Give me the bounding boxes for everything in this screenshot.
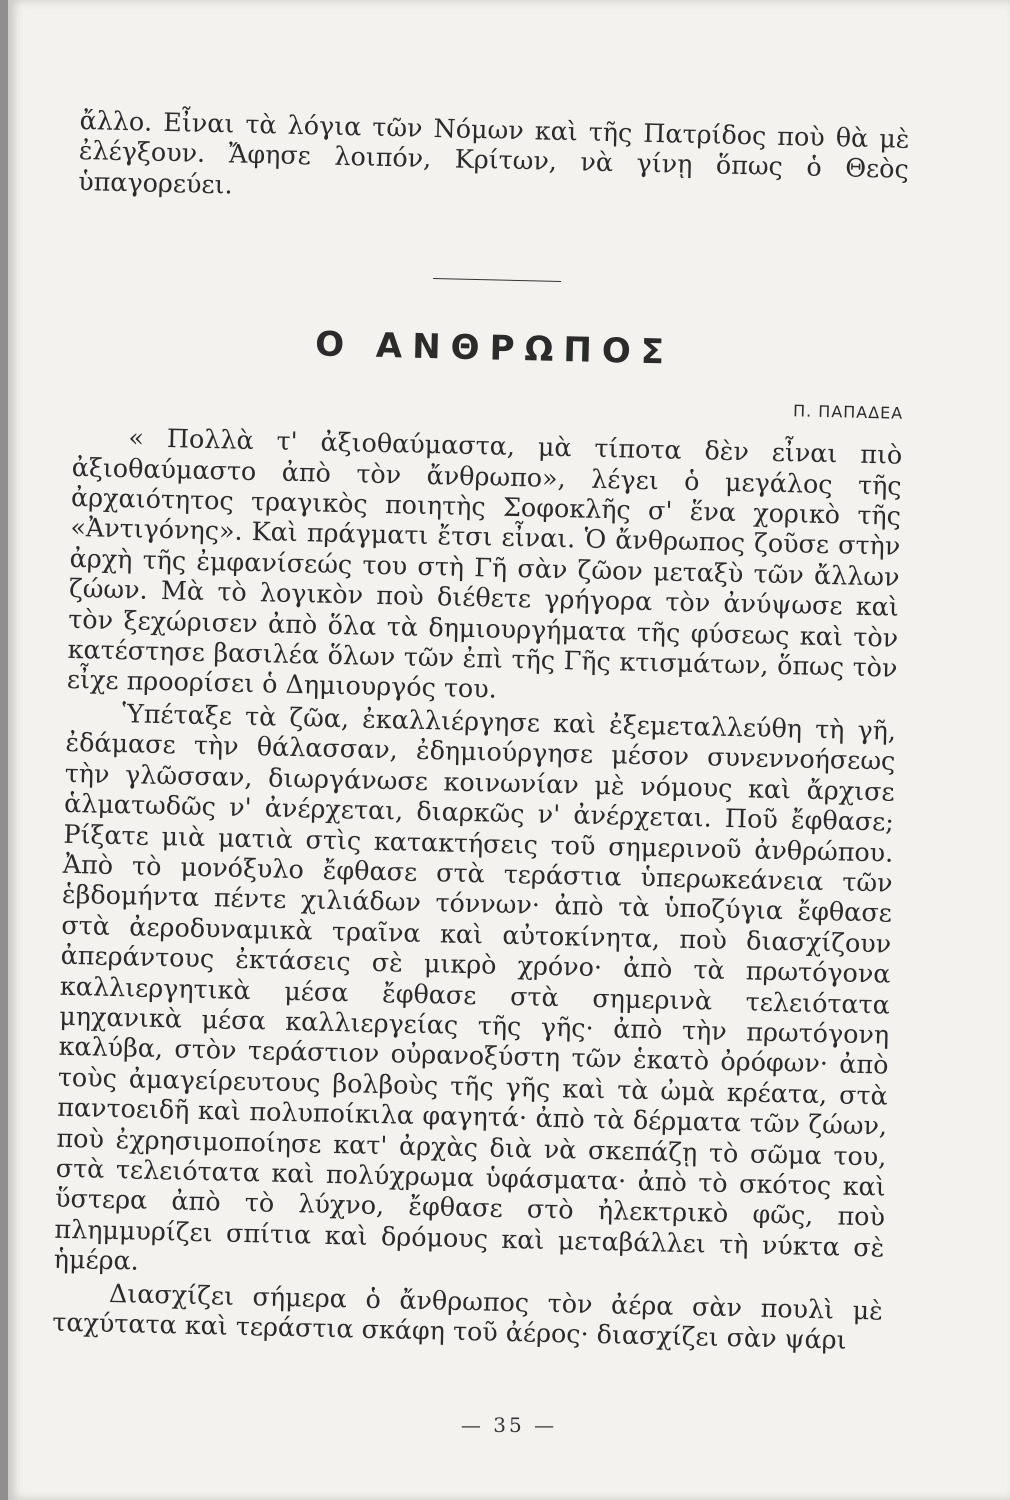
book-page bbox=[8, 0, 1010, 1500]
intro-paragraph: ἄλλο. Εἶναι τὰ λόγια τῶν Νόμων καὶ τῆς Πατρίδος ποὺ θὰ μὲ ἐλέγξουν. Ἄφησε λοιπόν, Κρίτων, νὰ γίνῃ ὅπως ὁ Θεὸς ὑπαγορεύει. bbox=[77, 105, 910, 200]
section-divider bbox=[433, 278, 561, 282]
body-paragraph-3: Διασχίζει σήμερα ὁ ἄνθρωπος τὸν ἀέρα σὰν πουλὶ μὲ ταχύτατα καὶ τεράστια σκάφη τοῦ ἀέρος· διασχίζει σὰν ψάρι bbox=[52, 1277, 884, 1355]
text-column bbox=[52, 105, 910, 1356]
page-number: — 35 — bbox=[460, 1413, 558, 1437]
article-title: Ο ΑΝΘΡΩΠΟΣ bbox=[314, 324, 675, 373]
body-paragraph-1: « Πολλὰ τ' ἀξιοθαύμαστα, μὰ τίποτα δὲν εἶναι πιὸ ἀξιοθαύμαστο ἀπὸ τὸν ἄνθρωπο», λέγει ὁ μεγάλος τῆς ἀρχαιότητος τραγικὸς ποιητὴς Σοφοκλῆς σ' ἕνα χορικὸ τῆς «Ἀντιγόνης». Καὶ πράγματι ἔτσι εἶναι. Ὁ ἄνθρωπος ζοῦσε στὴν ἀρχὴ τῆς ἐμφανίσεώς του στὴ Γῆ σὰν ζῶον μεταξὺ τῶν ἄλλων ζώων. Μὰ τὸ λογικὸν ποὺ διέθετε γρήγορα τὸν ἀνύψωσε καὶ τὸν ξεχώρισεν ἀπὸ ὅλα τὰ δημιουργήματα τῆς φύσεως καὶ τὸν κατέστησε βασιλέα ὅλων τῶν ἐπὶ τῆς Γῆς κτισμάτων, ὅπως τὸν εἶχε προορίσει ὁ Δημιουργός του. bbox=[66, 422, 903, 705]
body-paragraph-2: Ὑπέταξε τὰ ζῶα, ἐκαλλιέργησε καὶ ἐξεμεταλλεύθη τὴ γῆ, ἐδάμασε τὴν θάλασσαν, ἐδημιούργησε μέσον συνεννοήσεως τὴν γλῶσσαν, διωργάνωσε κοινωνίαν μὲ νόμους καὶ ἄρχισε ἁλματωδῶς ν' ἀνέρχεται, διαρκῶς ν' ἀνέρχεται. Ποῦ ἔφθασε; Ρίξατε μιὰ ματιὰ στὶς κατακτήσεις τοῦ σημερινοῦ ἀνθρώπου. Ἀπὸ τὸ μονόξυλο ἔφθασε στὰ τεράστια ὑπερωκεάνεια τῶν ἑβδομήντα πέντε χιλιάδων τόννων· ἀπὸ τὰ ὑποζύγια ἔφθασε στὰ ἀεροδυναμικὰ τραῖνα καὶ αὐτοκίνητα, ποὺ διασχίζουν ἀπεράντους ἐκτάσεις σὲ μικρὸ χρόνο· ἀπὸ τὰ πρωτόγονα καλλιεργητικὰ μέσα ἔφθασε στὰ σημερινὰ τελειότατα μηχανικὰ μέσα καλλιεργείας τῆς γῆς· ἀπὸ τὴν πρωτόγονη καλύβα, στὸν τεράστιον οὐρανοξύστη τῶν ἑκατὸ ὀρόφων· ἀπὸ τοὺς ἀμαγείρευτους βολβοὺς τῆς γῆς καὶ τὰ ὠμὰ κρέατα, στὰ παντοειδῆ καὶ πολυποίκιλα φαγητά· ἀπὸ τὰ δέρματα τῶν ζώων, ποὺ ἐχρησιμοποίησε κατ' ἀρχὰς διὰ νὰ σκεπάζῃ τὸ σῶμα του, στὰ τελειότατα καὶ πολύχρωμα ὑφάσματα· ἀπὸ τὸ σκότος καὶ ὕστερα ἀπὸ τὸ λύχνο, ἔφθασε στὸ ἠλεκτρικὸ φῶς, ποὺ πλημμυρίζει σπίτια καὶ δρόμους καὶ μεταβάλλει τὴ νύκτα σὲ ἡμέρα. bbox=[53, 697, 897, 1276]
article-author: Π. ΠΑΠΑΔΕΑ bbox=[792, 401, 904, 423]
